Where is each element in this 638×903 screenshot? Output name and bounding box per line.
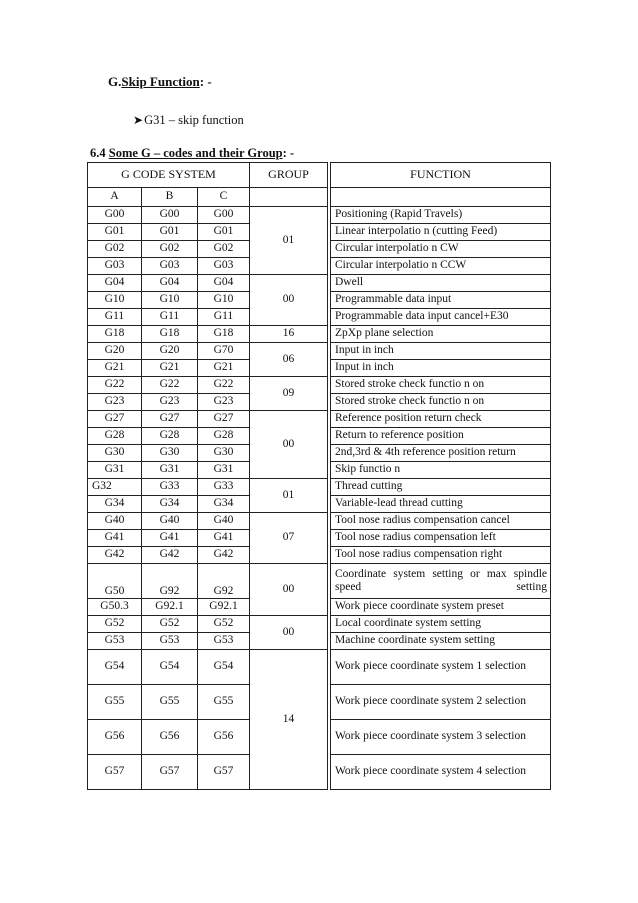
code-c-cell: G70: [198, 343, 250, 360]
code-c-cell: G34: [198, 496, 250, 513]
code-b-cell: G52: [142, 616, 198, 633]
function-cell: Dwell: [331, 275, 551, 292]
table-row: [88, 411, 551, 428]
function-cell: Programmable data input cancel+E30: [331, 309, 551, 326]
table-row: [88, 564, 551, 599]
function-cell: Work piece coordinate system 3 selection: [331, 720, 551, 755]
code-c-cell: G55: [198, 685, 250, 720]
code-c-cell: G92.1: [198, 599, 250, 616]
code-b-cell: G01: [142, 224, 198, 241]
group-cell: 14: [250, 650, 328, 790]
function-cell: Local coordinate system setting: [331, 616, 551, 633]
group-cell: 07: [250, 513, 328, 564]
code-a-cell: G32: [88, 479, 142, 496]
code-b-cell: G30: [142, 445, 198, 462]
code-a-cell: G18: [88, 326, 142, 343]
group-cell: 00: [250, 411, 328, 479]
code-a-cell: G53: [88, 633, 142, 650]
section-number: 6.4: [90, 146, 109, 160]
code-a-cell: G20: [88, 343, 142, 360]
code-b-cell: G04: [142, 275, 198, 292]
header-function: FUNCTION: [331, 163, 551, 188]
subheader-a: A: [88, 188, 142, 207]
code-c-cell: G27: [198, 411, 250, 428]
code-c-cell: G42: [198, 547, 250, 564]
code-c-cell: G11: [198, 309, 250, 326]
function-cell: Work piece coordinate system 4 selection: [331, 755, 551, 790]
function-cell: Work piece coordinate system preset: [331, 599, 551, 616]
code-c-cell: G31: [198, 462, 250, 479]
code-c-cell: G02: [198, 241, 250, 258]
code-c-cell: G21: [198, 360, 250, 377]
header-g-code-system: G CODE SYSTEM: [88, 163, 250, 188]
code-c-cell: G92: [198, 564, 250, 599]
group-cell: 00: [250, 564, 328, 616]
code-b-cell: G54: [142, 650, 198, 685]
code-c-cell: G52: [198, 616, 250, 633]
code-a-cell: G00: [88, 207, 142, 224]
function-cell: Work piece coordinate system 2 selection: [331, 685, 551, 720]
code-c-cell: G10: [198, 292, 250, 309]
code-c-cell: G53: [198, 633, 250, 650]
code-b-cell: G40: [142, 513, 198, 530]
table-row: [88, 616, 551, 633]
code-b-cell: G02: [142, 241, 198, 258]
code-c-cell: G01: [198, 224, 250, 241]
group-cell: 06: [250, 343, 328, 377]
code-b-cell: G41: [142, 530, 198, 547]
code-b-cell: G18: [142, 326, 198, 343]
code-a-cell: G31: [88, 462, 142, 479]
code-b-cell: G33: [142, 479, 198, 496]
function-cell: Tool nose radius compensation cancel: [331, 513, 551, 530]
code-b-cell: G92.1: [142, 599, 198, 616]
code-b-cell: G27: [142, 411, 198, 428]
function-cell: 2nd,3rd & 4th reference position return: [331, 445, 551, 462]
code-a-cell: G54: [88, 650, 142, 685]
g-code-table: [87, 162, 551, 790]
table-row: [88, 650, 551, 685]
table-row: [88, 377, 551, 394]
skip-function-suffix: : -: [199, 74, 212, 89]
function-cell: Programmable data input: [331, 292, 551, 309]
code-b-cell: G42: [142, 547, 198, 564]
code-b-cell: G11: [142, 309, 198, 326]
code-a-cell: G23: [88, 394, 142, 411]
code-c-cell: G30: [198, 445, 250, 462]
group-cell: 00: [250, 275, 328, 326]
code-c-cell: G22: [198, 377, 250, 394]
table-row: [88, 207, 551, 224]
code-a-cell: G21: [88, 360, 142, 377]
function-cell: Tool nose radius compensation left: [331, 530, 551, 547]
code-b-cell: G21: [142, 360, 198, 377]
code-b-cell: G03: [142, 258, 198, 275]
code-b-cell: G92: [142, 564, 198, 599]
code-a-cell: G42: [88, 547, 142, 564]
code-b-cell: G53: [142, 633, 198, 650]
g31-bullet: [133, 113, 244, 128]
table-row: [88, 275, 551, 292]
function-cell: Circular interpolatio n CCW: [331, 258, 551, 275]
function-cell: Circular interpolatio n CW: [331, 241, 551, 258]
code-a-cell: G52: [88, 616, 142, 633]
code-b-cell: G57: [142, 755, 198, 790]
table-row: [88, 326, 551, 343]
function-cell: Input in inch: [331, 343, 551, 360]
table-row: [88, 513, 551, 530]
code-a-cell: G28: [88, 428, 142, 445]
code-a-cell: G11: [88, 309, 142, 326]
code-c-cell: G00: [198, 207, 250, 224]
group-cell: 00: [250, 616, 328, 650]
function-cell: Stored stroke check functio n on: [331, 394, 551, 411]
function-cell: Thread cutting: [331, 479, 551, 496]
code-c-cell: G57: [198, 755, 250, 790]
function-cell: Machine coordinate system setting: [331, 633, 551, 650]
code-b-cell: G00: [142, 207, 198, 224]
code-b-cell: G20: [142, 343, 198, 360]
code-a-cell: G55: [88, 685, 142, 720]
code-a-cell: G22: [88, 377, 142, 394]
code-c-cell: G04: [198, 275, 250, 292]
table-row: [88, 343, 551, 360]
function-cell: Return to reference position: [331, 428, 551, 445]
code-a-cell: G56: [88, 720, 142, 755]
function-cell: ZpXp plane selection: [331, 326, 551, 343]
code-b-cell: G22: [142, 377, 198, 394]
function-cell: Variable-lead thread cutting: [331, 496, 551, 513]
code-a-cell: G57: [88, 755, 142, 790]
code-b-cell: G55: [142, 685, 198, 720]
skip-function-heading: [108, 74, 212, 90]
code-b-cell: G28: [142, 428, 198, 445]
arrow-bullet-icon: ➤: [133, 113, 144, 127]
function-cell: Stored stroke check functio n on: [331, 377, 551, 394]
code-c-cell: G23: [198, 394, 250, 411]
function-cell: Input in inch: [331, 360, 551, 377]
subheader-function-empty: [331, 188, 551, 207]
code-c-cell: G28: [198, 428, 250, 445]
subheader-group-empty: [250, 188, 328, 207]
function-cell: Reference position return check: [331, 411, 551, 428]
section-suffix: : -: [282, 146, 295, 160]
header-group: GROUP: [250, 163, 328, 188]
code-a-cell: G40: [88, 513, 142, 530]
code-a-cell: G10: [88, 292, 142, 309]
section-title: Some G – codes and their Group: [108, 146, 283, 160]
code-c-cell: G54: [198, 650, 250, 685]
function-cell: Work piece coordinate system 1 selection: [331, 650, 551, 685]
group-cell: 09: [250, 377, 328, 411]
skip-function-title: Skip Function: [121, 74, 200, 89]
section-6-4-heading: [90, 146, 294, 161]
function-cell: Positioning (Rapid Travels): [331, 207, 551, 224]
code-b-cell: G56: [142, 720, 198, 755]
code-c-cell: G40: [198, 513, 250, 530]
code-a-cell: G03: [88, 258, 142, 275]
code-b-cell: G31: [142, 462, 198, 479]
code-a-cell: G41: [88, 530, 142, 547]
skip-function-prefix: G.: [108, 74, 122, 89]
function-cell: Skip functio n: [331, 462, 551, 479]
code-a-cell: G50: [88, 564, 142, 599]
code-a-cell: G01: [88, 224, 142, 241]
code-b-cell: G10: [142, 292, 198, 309]
code-a-cell: G50.3: [88, 599, 142, 616]
group-cell: 01: [250, 207, 328, 275]
g31-bullet-text: G31 – skip function: [144, 113, 244, 127]
group-cell: 01: [250, 479, 328, 513]
code-c-cell: G56: [198, 720, 250, 755]
code-a-cell: G30: [88, 445, 142, 462]
group-cell: 16: [250, 326, 328, 343]
table-row: [88, 479, 551, 496]
code-b-cell: G34: [142, 496, 198, 513]
subheader-b: B: [142, 188, 198, 207]
code-c-cell: G18: [198, 326, 250, 343]
code-c-cell: G33: [198, 479, 250, 496]
code-b-cell: G23: [142, 394, 198, 411]
code-c-cell: G03: [198, 258, 250, 275]
code-a-cell: G04: [88, 275, 142, 292]
code-a-cell: G27: [88, 411, 142, 428]
code-a-cell: G34: [88, 496, 142, 513]
function-cell: Coordinate system setting or max spindle speed setting: [331, 564, 551, 599]
function-cell: Linear interpolatio n (cutting Feed): [331, 224, 551, 241]
code-a-cell: G02: [88, 241, 142, 258]
function-cell: Tool nose radius compensation right: [331, 547, 551, 564]
code-c-cell: G41: [198, 530, 250, 547]
subheader-c: C: [198, 188, 250, 207]
